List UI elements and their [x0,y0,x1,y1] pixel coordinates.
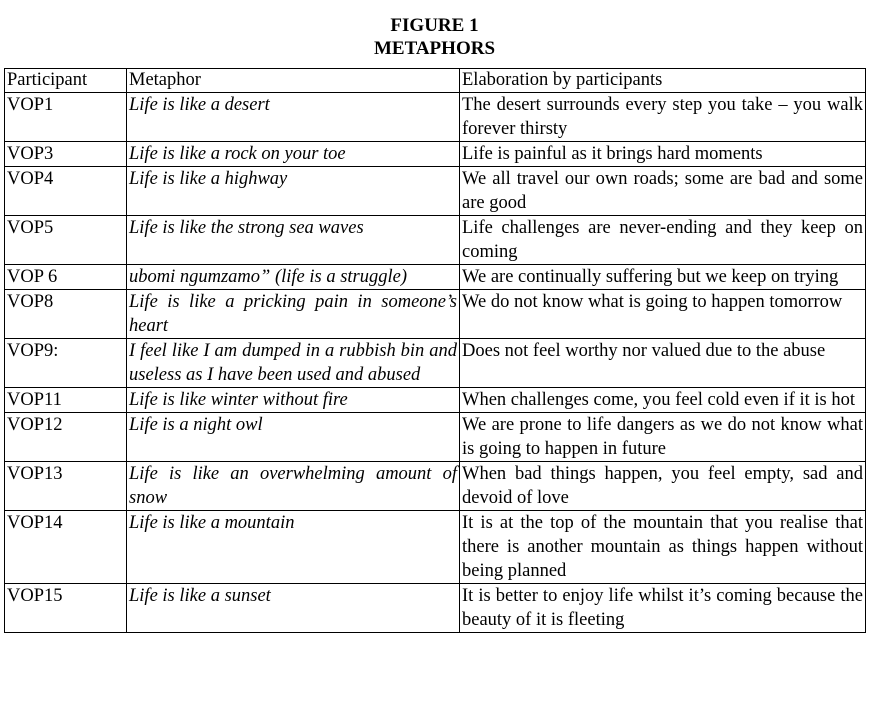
metaphor-cell: Life is like a sunset [127,584,460,633]
elaboration-cell: We do not know what is going to happen tomorrow [460,290,866,339]
header-participant: Participant [5,69,127,93]
participant-cell: VOP1 [5,93,127,142]
table-header-row [5,69,866,93]
participant-cell: VOP12 [5,413,127,462]
elaboration-cell: When bad things happen, you feel empty, sad and devoid of love [460,462,866,511]
metaphor-cell: Life is like an overwhelming amount of snow [127,462,460,511]
figure-subtitle: METAPHORS [373,38,496,59]
metaphor-cell: Life is like the strong sea waves [127,216,460,265]
table-row [5,584,866,633]
table-row [5,413,866,462]
table-row [5,167,866,216]
metaphor-cell: Life is like a rock on your toe [127,142,460,167]
table-row [5,388,866,413]
table-row [5,265,866,290]
metaphor-cell: Life is like a mountain [127,511,460,584]
elaboration-cell: We are continually suffering but we keep on trying [460,265,866,290]
table-row [5,93,866,142]
elaboration-cell: We are prone to life dangers as we do not know what is going to happen in future [460,413,866,462]
metaphor-cell: Life is like winter without fire [127,388,460,413]
elaboration-cell: When challenges come, you feel cold even if it is hot [460,388,866,413]
header-elaboration: Elaboration by participants [460,69,866,93]
metaphors-table [4,68,866,633]
table-row [5,462,866,511]
participant-cell: VOP11 [5,388,127,413]
elaboration-cell: Life is painful as it brings hard moments [460,142,866,167]
participant-cell: VOP3 [5,142,127,167]
participant-cell: VOP9: [5,339,127,388]
table-row [5,511,866,584]
table-row [5,339,866,388]
header-metaphor: Metaphor [127,69,460,93]
participant-cell: VOP5 [5,216,127,265]
elaboration-cell: Does not feel worthy nor valued due to the abuse [460,339,866,388]
participant-cell: VOP13 [5,462,127,511]
elaboration-cell: Life challenges are never-ending and they keep on coming [460,216,866,265]
metaphor-cell: Life is like a highway [127,167,460,216]
participant-cell: VOP14 [5,511,127,584]
participant-cell: VOP15 [5,584,127,633]
metaphor-cell: I feel like I am dumped in a rubbish bin and useless as I have been used and abused [127,339,460,388]
elaboration-cell: We all travel our own roads; some are bad and some are good [460,167,866,216]
participant-cell: VOP4 [5,167,127,216]
elaboration-cell: It is at the top of the mountain that you realise that there is another mountain as things happen without being planned [460,511,866,584]
metaphor-cell: Life is a night owl [127,413,460,462]
participant-cell: VOP 6 [5,265,127,290]
metaphor-cell: Life is like a pricking pain in someone’s heart [127,290,460,339]
metaphor-cell: ubomi ngumzamo” (life is a struggle) [127,265,460,290]
figure-title: FIGURE 1 [390,15,479,36]
participant-cell: VOP8 [5,290,127,339]
metaphor-cell: Life is like a desert [127,93,460,142]
table-row [5,142,866,167]
elaboration-cell: The desert surrounds every step you take – you walk forever thirsty [460,93,866,142]
table-row [5,290,866,339]
table-row [5,216,866,265]
elaboration-cell: It is better to enjoy life whilst it’s coming because the beauty of it is fleeting [460,584,866,633]
